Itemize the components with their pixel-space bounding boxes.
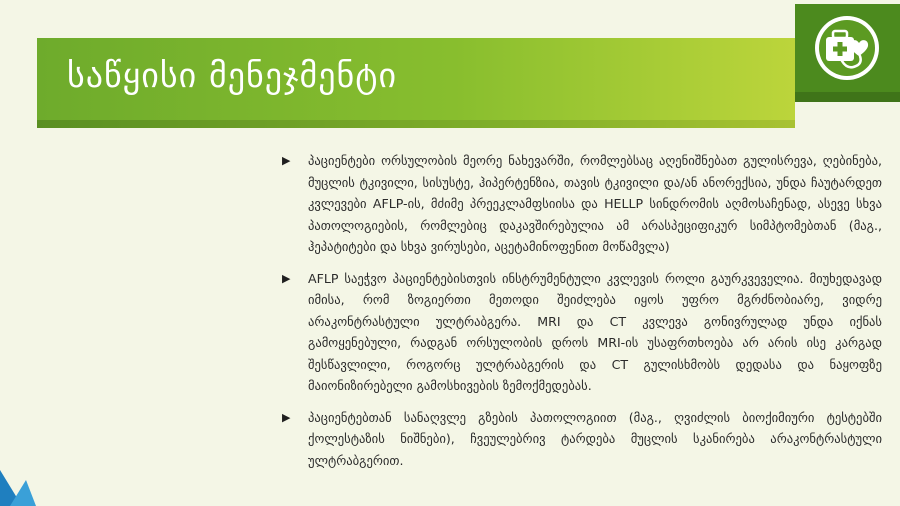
bullet-text: AFLP საეჭვო პაციენტებისთვის ინსტრუმენტული კვლევის როლი გაურკვეველია. მიუხედავად იმისა, რომ ზოგიერთი მეთოდი შეიძლება იყოს უფრო მგრძნობიარე, ვიდრე არაკონტრასტული ულტრაბგერა. MRI და CT კვლევა გონივრულად უნდა იქნას გამოყენებული, რადგან ორსულობის დროს MRI-ის უსაფრთხოება არ არის ისე კარგად შესწავლილი, როგორც ულტრაბგერის და CT გულისხმობს დედასა და ნაყოფზე მაიონიზირებელი გამოსხივების ზემოქმედებას. — [308, 270, 882, 393]
corner-decoration — [0, 466, 40, 506]
slide-title: საწყისი მენეჯმენტი — [67, 56, 398, 96]
medical-kit-heart-icon — [804, 8, 890, 88]
title-banner-shadow — [37, 120, 795, 128]
bullet-arrow-icon: ▶ — [282, 271, 291, 285]
bullet-text: პაციენტებთან სანაღვლე გზების პათოლოგიით (მაგ., ღვიძლის ბიოქიმიური ტესტებში ქოლესტაზის ნიშნები), ჩვეულებრივ ტარდება მუცლის სკანირება არაკონტრასტული ულტრაბგერით. — [308, 409, 882, 468]
bullet-arrow-icon: ▶ — [282, 154, 291, 167]
title-banner — [37, 38, 795, 122]
list-item — [282, 150, 882, 258]
bullet-arrow-icon: ▶ — [282, 410, 291, 424]
list-item — [282, 407, 882, 472]
bullet-list — [282, 150, 882, 481]
logo-backdrop-shadow — [795, 92, 900, 102]
bullet-text: პაციენტები ორსულობის მეორე ნახევარში, რომლებსაც აღენიშნებათ გულისრევა, ღებინება, მუცლის ტკივილი, სისუსტე, ჰიპერტენზია, თავის ტკივილი და/ან ანორექსია, უნდა ჩაუტარდეთ კვლევები AFLP-ის, მძიმე პრეეკლამფსიისა და HELLP სინდრომის აღმოსაჩენად, ასევე სხვა პათოლოგიების, რომლებიც დაკავშირებულია ამ არასპეციფიკურ სიმპტომებთან (მაგ., ჰეპატიტები და სხვა ვირუსები, აცეტამინოფენით მოწამვლა) — [308, 153, 882, 254]
list-item — [282, 268, 882, 397]
